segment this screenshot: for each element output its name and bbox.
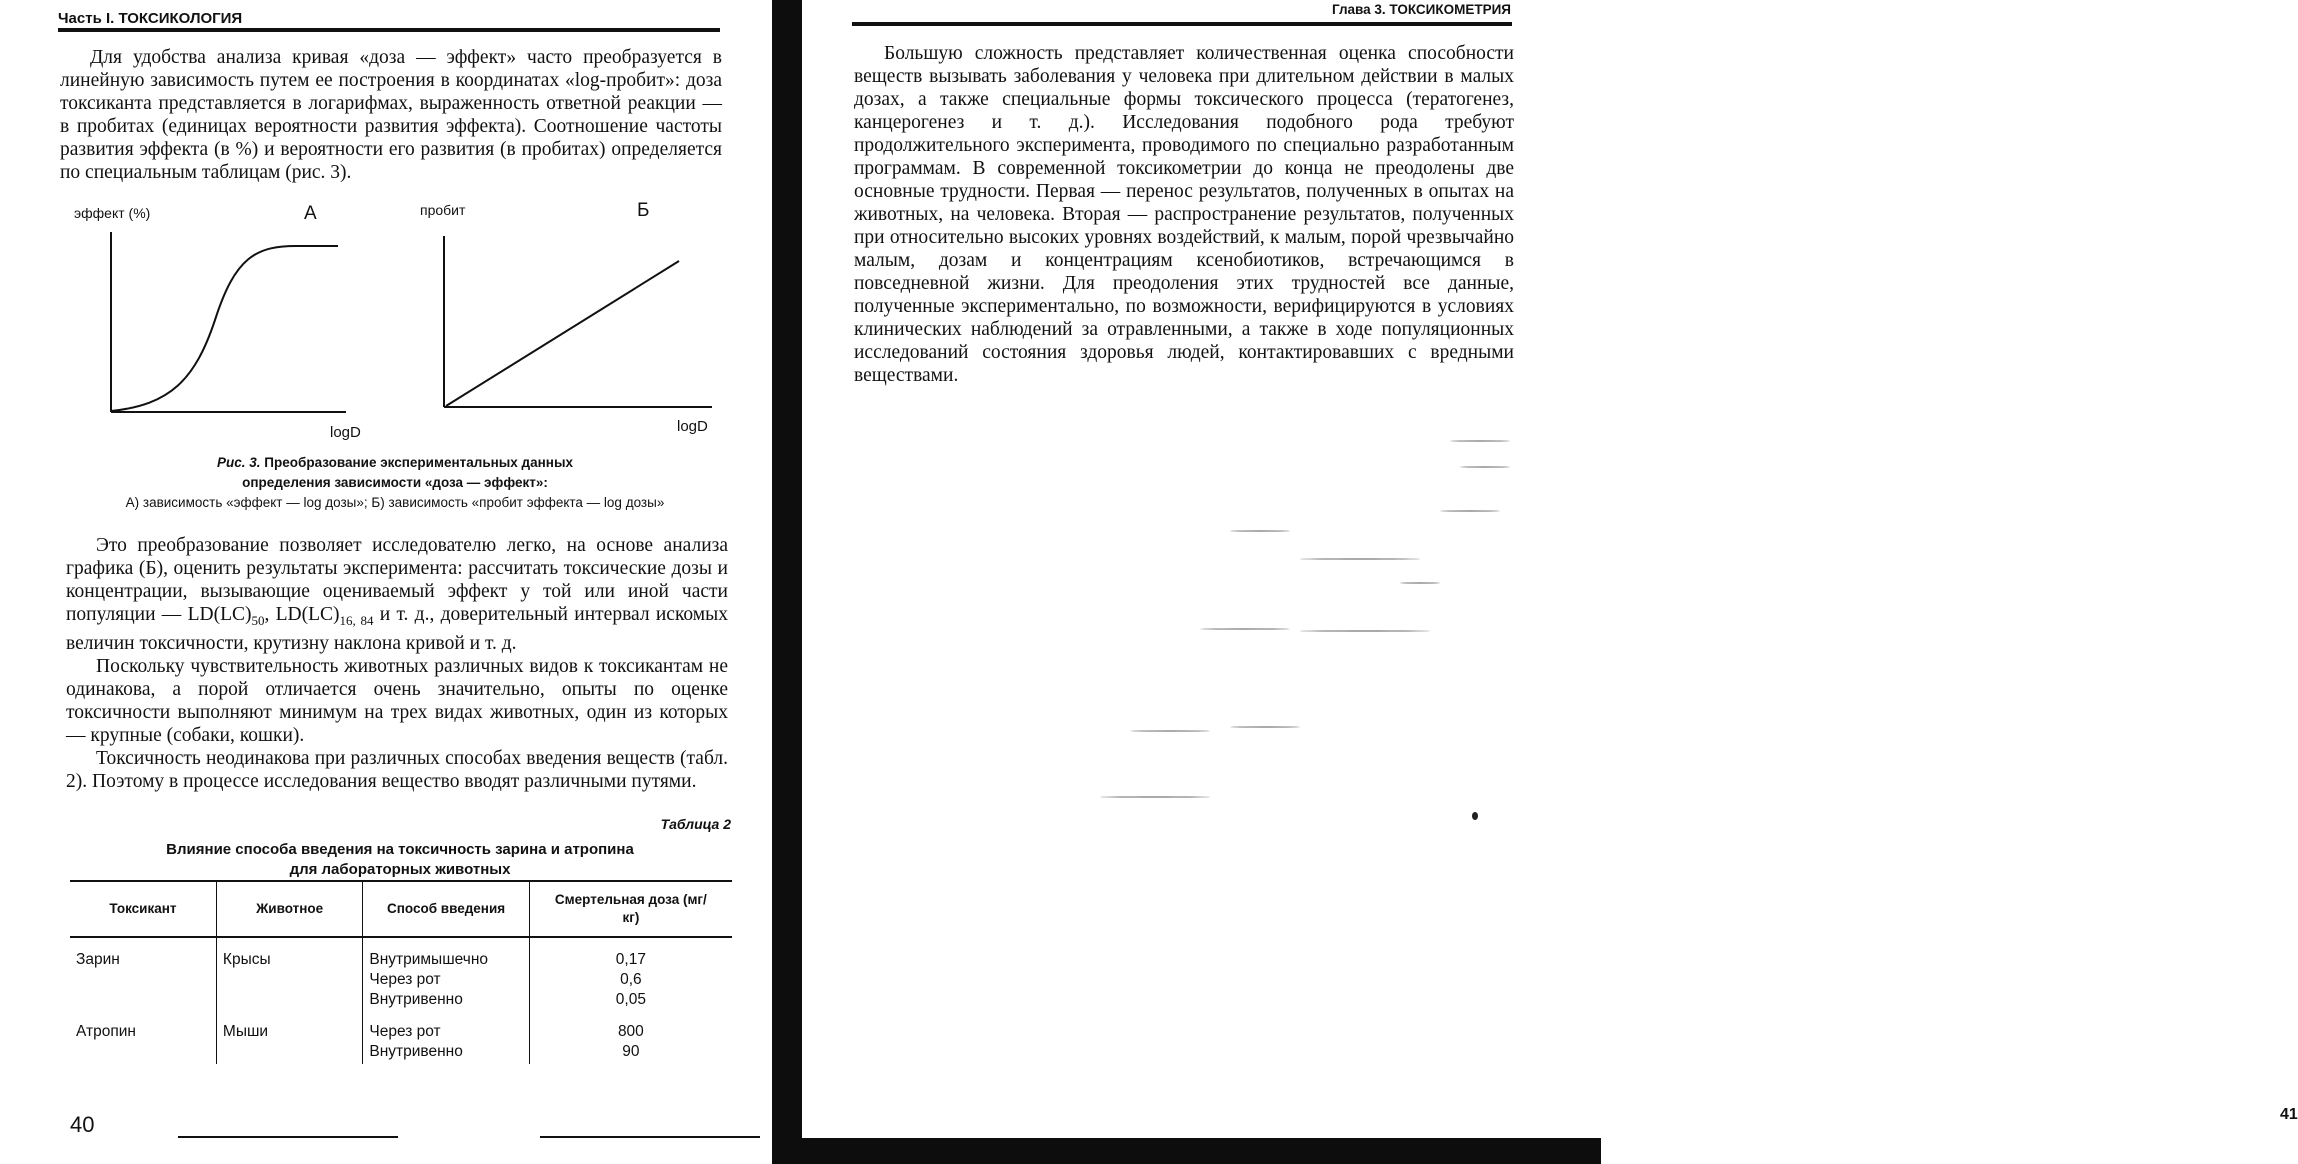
right-page-number: 41 [2280,1106,2298,1123]
route-item: Внутримышечно [369,951,488,968]
right-head-rule [852,22,1512,26]
cell-animal: Крысы [216,937,362,1012]
dose-value: 800 [617,1023,644,1040]
dose-value: 0,17 [615,951,646,968]
panel-a-axes [111,232,346,412]
dose-value: 90 [622,1043,640,1060]
table-title-line-2: для лабораторных животных [289,861,511,878]
body-paragraphs [66,534,728,793]
panel-a-letter: А [304,203,317,224]
caption-lead: Рис. 3. [217,455,261,470]
left-foot-rule-1 [178,1136,398,1138]
paragraph-3: Токсичность неодинакова при различных способах введения веществ (табл. 2). Поэтому в процессе исследования вещество вводят различными путями. [66,747,728,792]
cell-animal: Мыши [216,1012,362,1064]
table-title-line-1: Влияние способа введения на токсичность зарина и атропина [166,841,634,858]
ld-sub-16-84: 16, 84 [339,612,374,628]
left-page-number: 40 [70,1112,95,1137]
cell-toxicant: Атропин [76,1023,136,1040]
panel-a-sigmoid-curve [111,246,338,411]
left-page [0,0,775,1164]
dose-effect-plots [0,0,775,460]
header-animal: Животное [216,881,362,937]
table-header-row [70,881,732,937]
panel-a-y-label: эффект (%) [74,205,151,221]
book-spine-shadow [772,0,802,1164]
cell-toxicant: Зарин [76,951,120,968]
ld-sub-50: 50 [251,612,265,628]
header-toxicant: Токсикант [70,881,216,937]
table-number: Таблица 2 [660,816,731,832]
paragraph-1 [66,534,728,655]
panel-b-x-label: logD [677,418,708,435]
cell-routes [363,937,529,1012]
header-route: Способ введения [363,881,529,937]
figure-caption [60,453,730,513]
left-foot-rule-2 [540,1136,760,1138]
paragraph-1-text: Это преобразование позволяет исследователю легко, на основе анализа графика (Б), оценить результаты эксперимента: рассчитать токсические дозы и концентрации, вызывающие оцениваемый эффект у той или иной части популяции — LD(LC) [66,535,728,625]
panel-b-letter: Б [637,200,650,221]
table-title [70,840,730,880]
dose-value: 0,05 [615,991,646,1008]
right-paragraph-text: Большую сложность представляет количественная оценка способности веществ вызывать заболевания у человека при длительном действии в малых дозах, а также специальные формы токсического процесса (тератогенез, канцерогенез и т. д.). Исследования подобного рода требуют продолжительного эксперимента, проводимого по специально разработанным программам. В современной токсикометрии до конца не преодолены две основные трудности. Первая — перенос результатов, полученных в опытах на животных, на человека. Вторая — распространение результатов, полученных при относительно высоких уровнях воздействий, к малым, порой чрезвычайно малым, дозам и концентрациям ксенобиотиков, встречающимся в повседневной жизни. Для преодоления этих трудностей все данные, полученные экспериментально, по возможности, верифицируются в условиях клинических наблюдений за отравленными, а также в ходе популяционных исследований состояния здоровья людей, контактировавших с вредными веществами. [854,43,1514,386]
cell-routes [363,1012,529,1064]
paragraph-1-tail: и т. д., доверительный интервал искомых величин токсичности, крутизну наклона кривой и т. д. [66,604,728,654]
panel-a-x-label: logD [330,424,361,441]
right-page [800,0,2298,1164]
route-item: Внутривенно [369,991,463,1008]
toxicity-table [70,880,732,1064]
panel-b-y-label: пробит [420,202,466,218]
table-row [70,937,732,1012]
cell-doses [529,937,732,1012]
panel-b-linear-line [446,261,679,406]
right-paragraph [854,42,1514,387]
table-row [70,1012,732,1064]
caption-main [185,453,605,493]
route-item: Внутривенно [369,1043,463,1060]
route-item: Через рот [369,1023,441,1040]
cell-doses [529,1012,732,1064]
paragraph-2: Поскольку чувствительность животных различных видов к токсикантам не одинакова, а порой отличается очень значительно, опыты по оценке токсичности выполняют минимум на трех видах животных, один из которых — крупные (собаки, кошки). [66,655,728,746]
intro-text: Для удобства анализа кривая «доза — эффект» часто преобразуется в линейную зависимость путем ее построения в координатах «log-пробит»: доза токсиканта представляется в логарифмах, выраженность ответной реакции — в пробитах (единицах вероятности развития эффекта). Соотношение частоты развития эффекта (в %) и вероятности его развития (в пробитах) определяется по специальным таблицам (рис. 3). [60,47,722,183]
caption-title: Преобразование экспериментальных данных определения зависимости «доза — эффект»: [242,455,573,490]
right-running-head: Глава 3. ТОКСИКОМЕТРИЯ [1331,2,1511,17]
left-running-head: Часть I. ТОКСИКОЛОГИЯ [58,10,243,27]
dose-value: 0,6 [620,971,642,988]
header-lethal-dose: Смертельная доза (мг/кг) [529,881,732,937]
route-item: Через рот [369,971,441,988]
ld-text-2: , LD(LC) [264,604,340,625]
caption-sub: А) зависимость «эффект — log дозы»; Б) зависимость «пробит эффекта — log дозы» [125,495,665,510]
